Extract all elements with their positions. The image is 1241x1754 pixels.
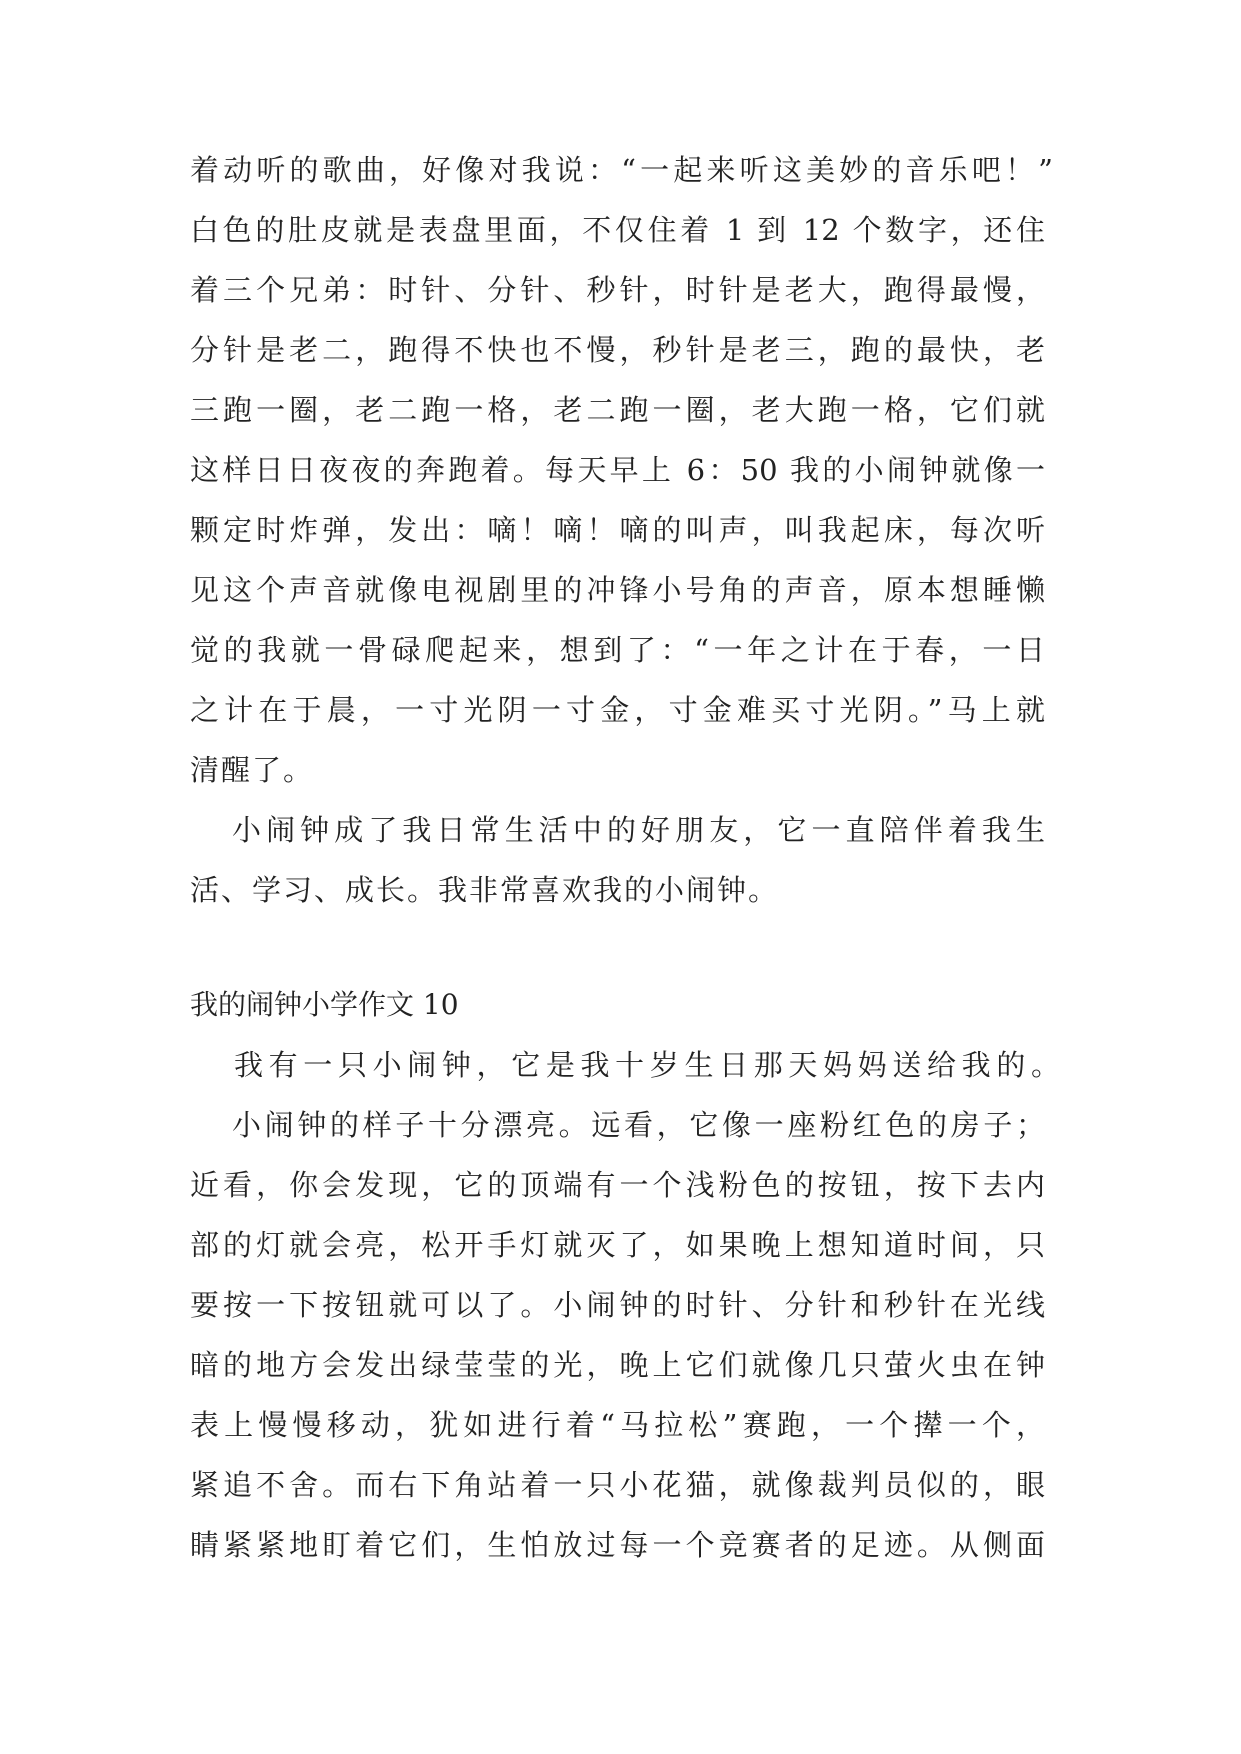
text-line: 白色的肚皮就是表盘里面，不仅住着 1 到 12 个数字，还住 [190,213,1045,247]
closing-paragraph [190,800,1045,920]
text-line: 之计在于晨，一寸光阴一寸金，寸金难买寸光阴。”马上就 [190,693,1045,727]
text-line: 部的灯就会亮，松开手灯就灭了，如果晚上想知道时间，只 [190,1228,1045,1262]
essay-paragraph-2 [190,1095,1045,1575]
text-line: 睛紧紧地盯着它们，生怕放过每一个竞赛者的足迹。从侧面 [190,1528,1045,1562]
text-line: 觉的我就一骨碌爬起来，想到了：“一年之计在于春，一日 [190,633,1045,667]
text-line: 三跑一圈，老二跑一格，老二跑一圈，老大跑一格，它们就 [190,393,1045,427]
text-line: 着动听的歌曲，好像对我说：“一起来听这美妙的音乐吧！” [190,153,1053,187]
text-line: 要按一下按钮就可以了。小闹钟的时针、分针和秒针在光线 [190,1288,1045,1322]
text-line: 表上慢慢移动，犹如进行着“马拉松”赛跑，一个撵一个， [190,1408,1045,1442]
document-body [190,140,1060,1575]
text-line: 暗的地方会发出绿莹莹的光，晚上它们就像几只萤火虫在钟 [190,1348,1045,1382]
text-line: 分针是老二，跑得不快也不慢，秒针是老三，跑的最快，老 [190,333,1045,367]
continued-paragraph [190,140,1053,800]
text-line: 着三个兄弟：时针、分针、秒针，时针是老大，跑得最慢， [190,273,1045,307]
text-line: 颗定时炸弹，发出：嘀！嘀！嘀的叫声，叫我起床，每次听 [190,513,1045,547]
text-line: 见这个声音就像电视剧里的冲锋小号角的声音，原本想睡懒 [190,573,1045,607]
text-line: 小闹钟的样子十分漂亮。远看，它像一座粉红色的房子； [232,1108,1045,1142]
text-line: 近看，你会发现，它的顶端有一个浅粉色的按钮，按下去内 [190,1168,1045,1202]
essay-paragraph-1 [190,1035,1060,1095]
text-line: 清醒了。 [190,753,315,787]
essay-title: 我的闹钟小学作文 10 [190,988,459,1021]
text-line: 我有一只小闹钟，它是我十岁生日那天妈妈送给我的。 [234,1048,1060,1082]
text-line: 紧追不舍。而右下角站着一只小花猫，就像裁判员似的，眼 [190,1468,1045,1502]
text-line: 活、学习、成长。我非常喜欢我的小闹钟。 [190,873,780,907]
text-line: 小闹钟成了我日常生活中的好朋友，它一直陪伴着我生 [232,813,1045,847]
text-line: 这样日日夜夜的奔跑着。每天早上 6：50 我的小闹钟就像一 [190,453,1045,487]
